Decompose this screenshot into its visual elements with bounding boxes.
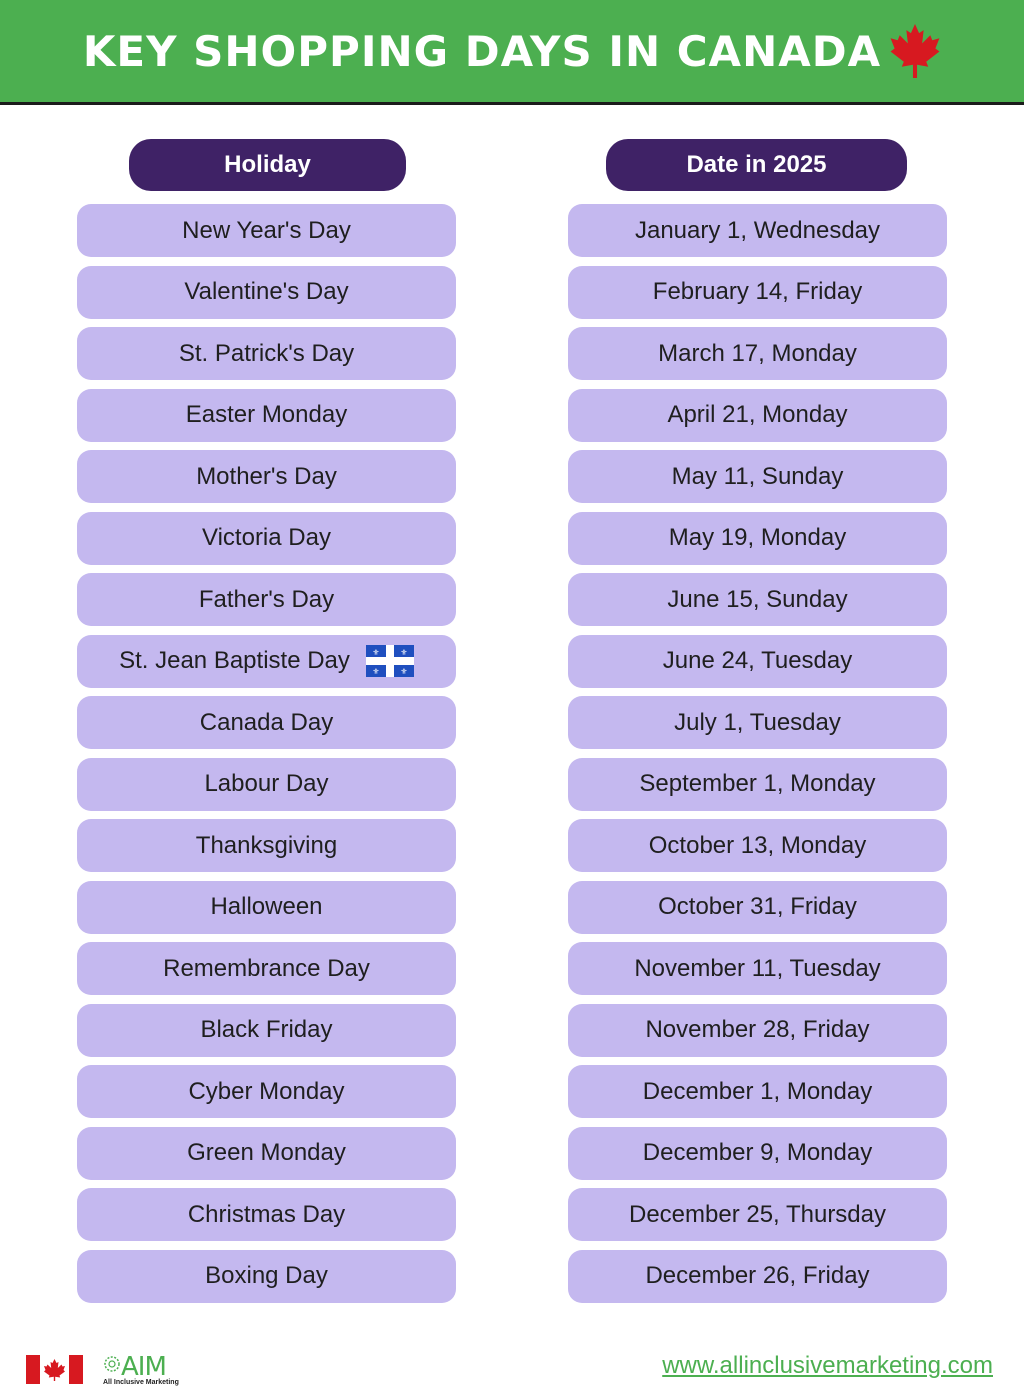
aim-logo-text: AIM (121, 1352, 166, 1382)
table-row (0, 573, 1024, 626)
holiday-cell (77, 635, 456, 688)
table-row (0, 266, 1024, 319)
date-cell: December 25, Thursday (568, 1188, 947, 1241)
holiday-name: Halloween (210, 893, 323, 920)
holiday-cell (77, 1250, 456, 1303)
holiday-cell (77, 942, 456, 995)
holiday-name: St. Jean Baptiste Day (119, 647, 350, 674)
table-row (0, 881, 1024, 934)
date-cell: October 31, Friday (568, 881, 947, 934)
holiday-cell (77, 512, 456, 565)
table-row (0, 512, 1024, 565)
holiday-cell (77, 1004, 456, 1057)
date-cell: April 21, Monday (568, 389, 947, 442)
date-cell: December 1, Monday (568, 1065, 947, 1118)
date-column-header: Date in 2025 (606, 139, 907, 191)
aim-logo-subtitle: All Inclusive Marketing (103, 1379, 179, 1386)
date-cell: March 17, Monday (568, 327, 947, 380)
date-cell: September 1, Monday (568, 758, 947, 811)
table-row (0, 696, 1024, 749)
holiday-name: Canada Day (199, 708, 334, 736)
date-cell: May 11, Sunday (568, 450, 947, 503)
maple-leaf-icon (889, 23, 941, 79)
holiday-name: New Year's Day (182, 216, 351, 244)
holiday-name: Christmas Day (187, 1200, 346, 1228)
table-row (0, 819, 1024, 872)
holiday-column-header: Holiday (129, 139, 406, 191)
holiday-cell (77, 1127, 456, 1180)
table-row (0, 1065, 1024, 1118)
header-banner (0, 0, 1024, 105)
svg-text:⚜: ⚜ (372, 648, 380, 657)
canada-flag-icon (26, 1355, 83, 1384)
holiday-cell (77, 327, 456, 380)
date-cell: May 19, Monday (568, 512, 947, 565)
table-row (0, 1188, 1024, 1241)
holiday-cell (77, 450, 456, 503)
table-row (0, 204, 1024, 257)
date-cell: December 9, Monday (568, 1127, 947, 1180)
svg-text:⚜: ⚜ (400, 648, 408, 657)
holiday-cell (77, 819, 456, 872)
table-row (0, 1250, 1024, 1303)
table-row (0, 635, 1024, 688)
date-cell: December 26, Friday (568, 1250, 947, 1303)
date-cell: June 15, Sunday (568, 573, 947, 626)
svg-text:⚜: ⚜ (400, 667, 408, 676)
date-cell: October 13, Monday (568, 819, 947, 872)
svg-text:⚜: ⚜ (372, 667, 380, 676)
table-row (0, 1004, 1024, 1057)
table-row (0, 942, 1024, 995)
table-row (0, 450, 1024, 503)
holiday-cell (77, 266, 456, 319)
holiday-cell (77, 1065, 456, 1118)
holiday-name: Remembrance Day (163, 954, 370, 982)
holiday-name: Green Monday (187, 1139, 346, 1166)
website-link[interactable]: www.allinclusivemarketing.com (662, 1352, 993, 1379)
holiday-name: Easter Monday (185, 401, 348, 428)
holiday-name: Valentine's Day (184, 278, 349, 305)
holiday-name: Cyber Monday (188, 1077, 345, 1105)
date-cell: February 14, Friday (568, 266, 947, 319)
holiday-name: Labour Day (204, 770, 329, 797)
date-cell: January 1, Wednesday (568, 204, 947, 257)
date-cell: November 28, Friday (568, 1004, 947, 1057)
holiday-cell (77, 696, 456, 749)
table-row (0, 327, 1024, 380)
table-row (0, 1127, 1024, 1180)
date-cell: June 24, Tuesday (568, 635, 947, 688)
holiday-cell (77, 389, 456, 442)
holiday-name: Thanksgiving (195, 831, 338, 859)
holiday-name: Boxing Day (205, 1262, 328, 1289)
page-title: KEY SHOPPING DAYS IN CANADA (82, 26, 882, 76)
date-cell: November 11, Tuesday (568, 942, 947, 995)
date-cell: July 1, Tuesday (568, 696, 947, 749)
holiday-name: St. Patrick's Day (178, 339, 355, 367)
holiday-name: Father's Day (198, 585, 335, 613)
holiday-cell (77, 573, 456, 626)
quebec-flag-icon (366, 645, 414, 677)
table-row (0, 389, 1024, 442)
holiday-name: Victoria Day (202, 524, 331, 551)
holiday-cell (77, 1188, 456, 1241)
table-row (0, 758, 1024, 811)
holiday-cell (77, 204, 456, 257)
holiday-cell (77, 758, 456, 811)
holiday-name: Black Friday (200, 1016, 333, 1043)
holiday-cell (77, 881, 456, 934)
holiday-name: Mother's Day (196, 462, 337, 490)
